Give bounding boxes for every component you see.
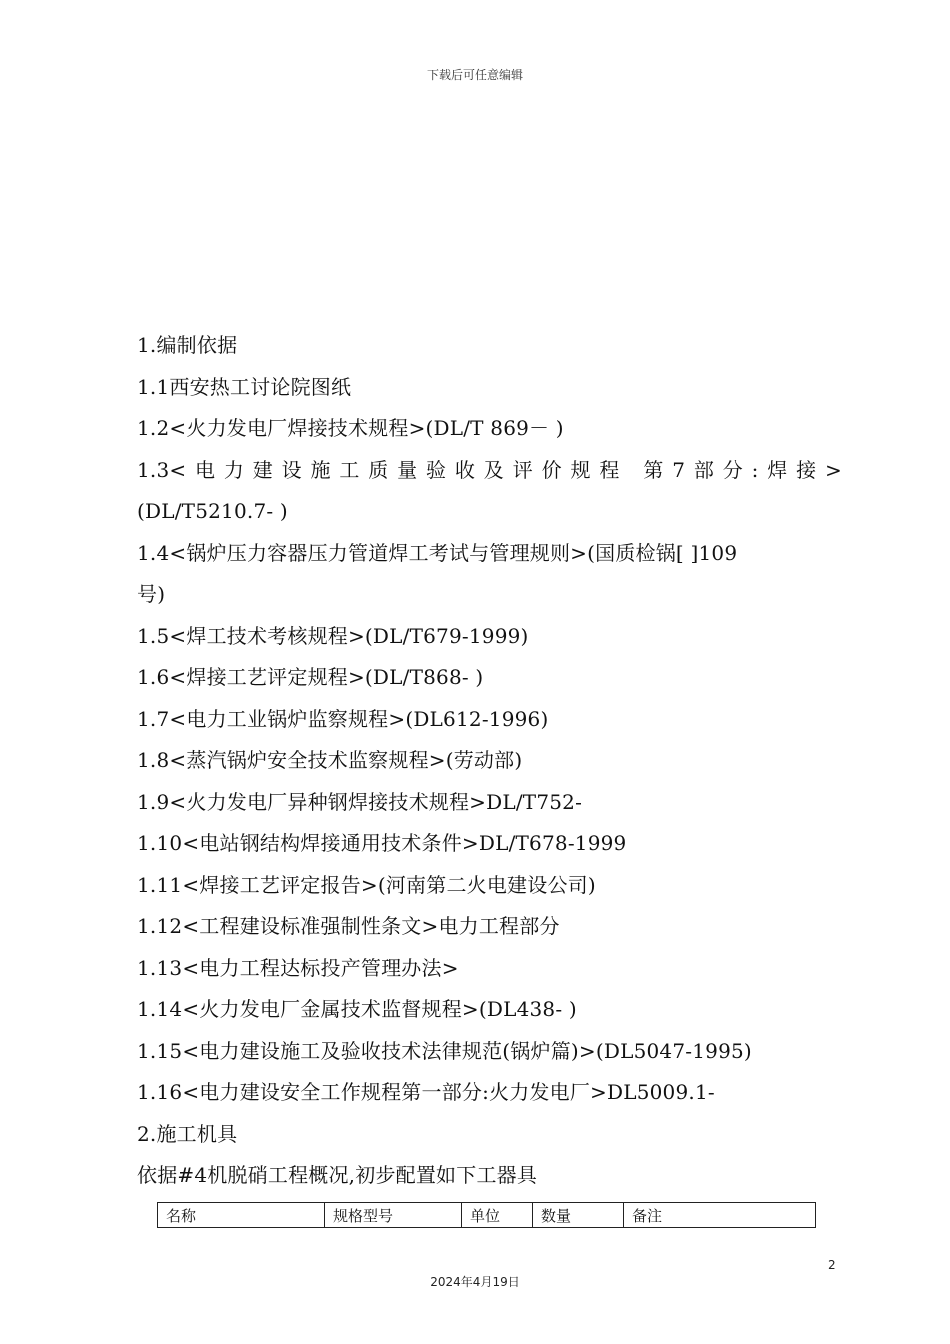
reference-item: 1.8<蒸汽锅炉安全技术监察规程>(劳动部) — [137, 748, 523, 772]
reference-item-continuation: 号) — [137, 582, 166, 606]
table-header-row — [158, 1203, 816, 1228]
section-heading-2: 2.施工机具 — [137, 1121, 238, 1146]
reference-item: 1.5<焊工技术考核规程>(DL/T679-1999) — [137, 623, 529, 648]
table-header-cell: 单位 — [462, 1203, 533, 1228]
reference-item: 1.9<火力发电厂异种钢焊接技术规程>DL/T752- — [137, 789, 583, 814]
page-number: 2 — [828, 1258, 836, 1272]
page-header: 下载后可任意编辑 — [426, 68, 523, 82]
reference-item: 1.1西安热工讨论院图纸 — [137, 374, 352, 399]
reference-item-continuation: (DL/T5210.7- ) — [137, 499, 288, 523]
reference-item: 1.13<电力工程达标投产管理办法> — [137, 955, 459, 980]
reference-item: 1.3<电力建设施工质量验收及评价规程 第7部分:焊接> — [137, 457, 842, 482]
reference-item: 1.6<焊接工艺评定规程>(DL/T868- ) — [137, 665, 484, 689]
table-header-cell: 备注 — [624, 1203, 816, 1228]
reference-item: 1.12<工程建设标准强制性条文>电力工程部分 — [137, 914, 560, 938]
reference-item: 1.10<电站钢结构焊接通用技术条件>DL/T678-1999 — [137, 831, 627, 855]
tools-table — [157, 1202, 816, 1228]
reference-item: 1.11<焊接工艺评定报告>(河南第二火电建设公司) — [137, 872, 596, 897]
reference-item: 1.15<电力建设施工及验收技术法律规范(锅炉篇)>(DL5047-1995) — [137, 1038, 752, 1063]
table-header-cell: 规格型号 — [325, 1203, 462, 1228]
reference-item: 1.14<火力发电厂金属技术监督规程>(DL438- ) — [137, 997, 577, 1021]
reference-item: 1.4<锅炉压力容器压力管道焊工考试与管理规则>(国质检锅[ ]109 — [137, 540, 738, 565]
paragraph-text: 依据#4机脱硝工程概况,初步配置如下工器具 — [137, 1163, 538, 1187]
table-header-cell: 名称 — [158, 1203, 325, 1228]
reference-item: 1.7<电力工业锅炉监察规程>(DL612-1996) — [137, 706, 549, 731]
reference-item: 1.2<火力发电厂焊接技术规程>(DL/T 869－ ) — [137, 416, 564, 440]
document-body — [137, 325, 842, 1197]
table-header-cell: 数量 — [533, 1203, 624, 1228]
reference-item: 1.16<电力建设安全工作规程第一部分:火力发电厂>DL5009.1- — [137, 1080, 715, 1104]
footer-date: 2024年4月19日 — [430, 1275, 520, 1289]
section-heading-1: 1.编制依据 — [137, 333, 238, 357]
